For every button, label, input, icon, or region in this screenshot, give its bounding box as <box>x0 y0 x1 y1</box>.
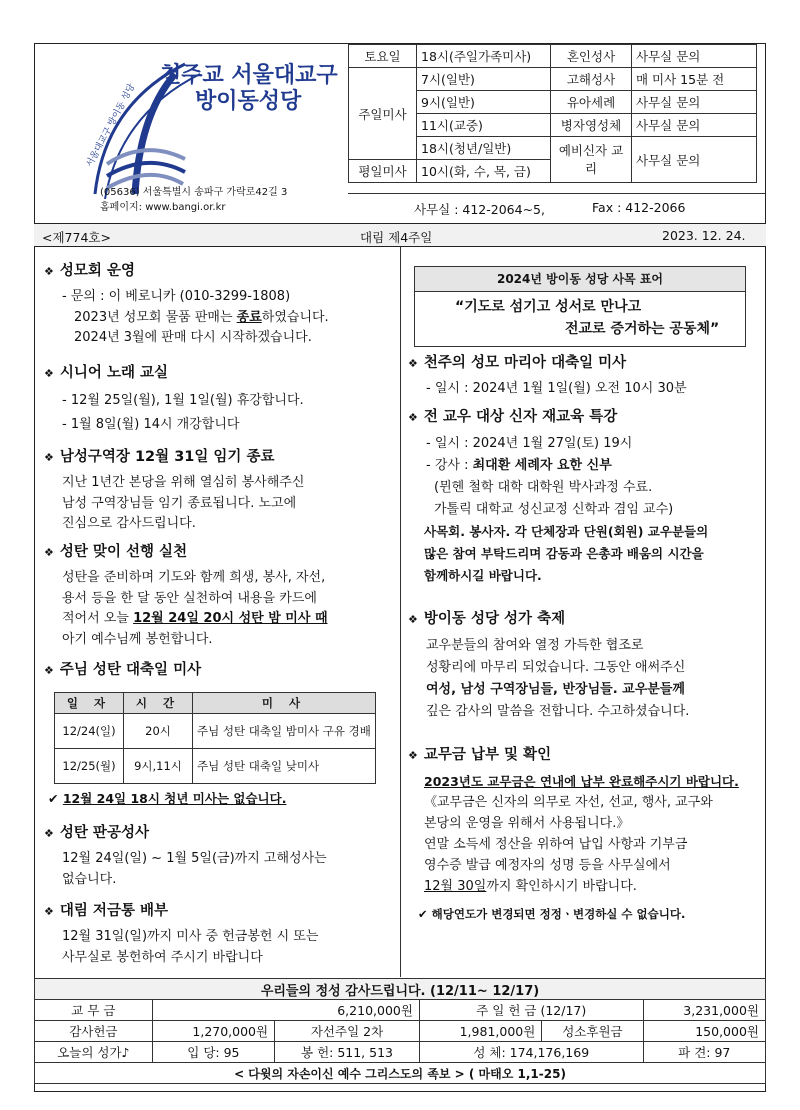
offering-label: 자선주일 2차 <box>275 1021 420 1042</box>
section-advent-box <box>44 900 394 968</box>
section-leaders-term <box>44 446 394 535</box>
text-line: 교우분들의 참여와 열정 가득한 협조로 <box>426 638 644 653</box>
text-line: 진심으로 감사드립니다. <box>62 516 196 531</box>
col-header: 일 자 <box>55 693 124 714</box>
text-line: 용서 등을 한 달 동안 실천하여 내용을 카드에 <box>62 590 317 606</box>
sched-r2-v: 사무실 문의 <box>632 91 757 114</box>
motto-title: 2024년 방이동 성당 사목 표어 <box>415 267 745 292</box>
text-line: 연말 소득세 정산을 위하여 납입 사항과 기부금 <box>424 837 688 852</box>
note-text: 해당연도가 변경되면 정정ㆍ변경하실 수 없습니다. <box>431 907 686 921</box>
offering-value: 3,231,000원 <box>643 1000 765 1021</box>
week-time: 10시(화, 수, 목, 금) <box>417 160 551 183</box>
diamond-bullet-icon: ❖ <box>408 357 418 370</box>
sched-r4-v: 사무실 문의 <box>632 137 757 183</box>
hymn-communion: 성 체: 174,176,169 <box>419 1042 643 1063</box>
office-tel: 사무실 : 412-2064~5, <box>414 202 545 217</box>
sched-r0-k: 혼인성사 <box>551 45 632 68</box>
section-title: 성모회 운영 <box>59 263 135 279</box>
offering-title: 우리들의 정성 감사드립니다. (12/11~ 12/17) <box>35 979 766 1000</box>
pastoral-motto <box>414 266 746 347</box>
logo-title-1: 천주교 서울대교구 <box>160 63 338 88</box>
hymn-recessional: 파 견: 97 <box>643 1042 765 1063</box>
text-line: - 일시 : 2024년 1월 1일(월) 오전 10시 30분 <box>426 381 687 396</box>
table-cell: 9시,11시 <box>124 749 193 784</box>
text-emphasis: 12월 30일 <box>424 879 487 894</box>
col-header: 미 사 <box>193 693 376 714</box>
diamond-bullet-icon: ❖ <box>44 451 54 464</box>
issue-header <box>34 223 766 247</box>
hymn-offertory: 봉 헌: 511, 513 <box>275 1042 420 1063</box>
text-line: 까지 확인하시기 바랍니다. <box>486 879 637 894</box>
text-emphasis: 최대환 세례자 요한 신부 <box>472 458 612 473</box>
sched-r0-v: 사무실 문의 <box>632 45 757 68</box>
diamond-bullet-icon: ❖ <box>408 749 418 762</box>
section-title: 성탄 맞이 선행 실천 <box>59 544 188 560</box>
checkmark-icon: ✔ <box>418 907 428 921</box>
office-contact <box>348 193 765 221</box>
text-line: 적어서 오늘 <box>62 611 134 626</box>
text-line: - 1월 8일(월) 14시 개강합니다 <box>62 417 240 432</box>
text-line: 가톨릭 대학교 성신교정 신학과 겸임 교수) <box>434 502 674 517</box>
sun-time-3: 11시(교중) <box>417 114 551 137</box>
section-title: 교무금 납부 및 확인 <box>423 747 552 763</box>
issue-date: 2023. 12. 24. <box>662 228 746 243</box>
column-divider <box>400 247 401 977</box>
sched-r2-k: 유아세례 <box>551 91 632 114</box>
checkmark-icon: ✔ <box>48 791 59 806</box>
col-header: 시 간 <box>124 693 193 714</box>
gospel-reading: < 다윗의 자손이신 예수 그리스도의 족보 > ( 마태오 1,1-25) <box>35 1063 766 1084</box>
offering-label: 주 일 헌 금 (12/17) <box>419 1000 643 1021</box>
issue-number: <제774호> <box>42 230 111 245</box>
diamond-bullet-icon: ❖ <box>44 265 54 278</box>
section-title: 방이동 성당 성가 축제 <box>423 611 566 627</box>
text-line: 하였습니다. <box>261 309 329 325</box>
motto-line: “기도로 섬기고 성서로 만나고 <box>455 299 642 315</box>
sched-r1-v: 매 미사 15분 전 <box>632 68 757 91</box>
table-cell: 12/25(월) <box>55 749 124 784</box>
sched-r4-k: 예비신자 교리 <box>551 137 632 183</box>
diamond-bullet-icon: ❖ <box>408 411 418 424</box>
offering-label: 교 무 금 <box>35 1000 153 1021</box>
text-line: 함께하시길 바랍니다. <box>424 568 542 583</box>
diamond-bullet-icon: ❖ <box>44 664 54 677</box>
diamond-bullet-icon: ❖ <box>44 905 54 918</box>
sun-time-1: 7시(일반) <box>417 68 551 91</box>
logo-title-2: 방이동성당 <box>195 89 302 114</box>
sched-r3-v: 사무실 문의 <box>632 114 757 137</box>
liturgical-week: 대림 제4주일 <box>360 230 433 245</box>
sat-label: 토요일 <box>349 45 417 68</box>
text-line: 본당의 운영을 위해서 사용됩니다.》 <box>424 816 630 831</box>
youth-mass-note <box>48 789 286 807</box>
homepage-line: 홈페이지: www.bangi.or.kr <box>100 202 226 213</box>
text-line: 없습니다. <box>62 871 117 887</box>
text-line: 성황리에 마무리 되었습니다. 그동안 애써주신 <box>426 660 686 675</box>
office-fax: Fax : 412-2066 <box>592 200 686 215</box>
section-mary-mass <box>408 352 758 400</box>
section-senior-singing <box>44 362 394 437</box>
table-cell: 주님 성탄 대축일 낮미사 <box>193 749 376 784</box>
text-line: 많은 참여 부탁드리며 감동과 은총과 배움의 시간을 <box>424 546 704 561</box>
text-line: 깊은 감사의 말씀을 전합니다. 수고하셨습니다. <box>426 704 690 719</box>
offering-label: 성소후원금 <box>542 1021 643 1042</box>
text-line: 사목회. 봉사자. 각 단체장과 단원(회원) 교우분들의 <box>424 524 709 539</box>
offering-value: 1,981,000원 <box>419 1021 541 1042</box>
text-line: 2023년도 교무금은 연내에 납부 완료해주시기 바랍니다. <box>424 774 739 789</box>
section-confession <box>44 822 394 890</box>
christmas-mass-table <box>54 692 376 784</box>
section-title: 시니어 노래 교실 <box>59 365 169 381</box>
text-emphasis: 12월 24일 20시 성탄 밤 미사 때 <box>133 611 328 626</box>
week-label: 평일미사 <box>349 160 417 183</box>
hymn-label: 오늘의 성가♪ <box>35 1042 153 1063</box>
section-re-education <box>408 406 758 587</box>
table-row <box>55 749 376 784</box>
text-line: - 강사 : <box>426 458 473 473</box>
text-line: 아기 예수님께 봉헌합니다. <box>62 631 213 647</box>
sun-time-2: 9시(일반) <box>417 91 551 114</box>
diamond-bullet-icon: ❖ <box>44 827 54 840</box>
offering-label: 감사헌금 <box>35 1021 153 1042</box>
table-row <box>55 714 376 749</box>
text-line: 《교무금은 신자의 의무로 자선, 선교, 행사, 교구와 <box>424 795 713 810</box>
section-title: 주님 성탄 대축일 미사 <box>59 662 202 678</box>
sun-time-4: 18시(청년/일반) <box>417 137 551 160</box>
sched-r1-k: 고해성사 <box>551 68 632 91</box>
motto-line: 전교로 증거하는 공동체” <box>565 321 720 337</box>
text-line: (뮌헨 철학 대학 대학원 박사과정 수료. <box>434 480 653 495</box>
text-line: 12월 31일(일)까지 미사 중 헌금봉헌 시 또는 <box>62 929 319 944</box>
diamond-bullet-icon: ❖ <box>408 613 418 626</box>
mass-schedule-table <box>348 44 757 183</box>
sat-time: 18시(주일가족미사) <box>417 45 551 68</box>
sched-r3-k: 병자영성체 <box>551 114 632 137</box>
table-cell: 12/24(일) <box>55 714 124 749</box>
address-block <box>100 185 287 215</box>
text-line: 영수증 발급 예정자의 성명 등을 사무실에서 <box>424 858 671 873</box>
section-title: 남성구역장 12월 31일 임기 종료 <box>59 449 275 465</box>
address-line: (05636) 서울특별시 송파구 가락로42길 3 <box>100 187 288 198</box>
section-title: 천주의 성모 마리아 대축일 미사 <box>423 355 627 371</box>
text-line: 사무실로 봉헌하여 주시기 바랍니다 <box>62 949 263 965</box>
offering-value: 6,210,000원 <box>152 1000 419 1021</box>
section-christmas-mass <box>44 659 394 686</box>
text-line: 여성, 남성 구역장님들, 반장님들. 교우분들께 <box>426 682 685 697</box>
diamond-bullet-icon: ❖ <box>44 367 54 380</box>
section-choir-festival <box>408 608 758 723</box>
text-line: 2024년 3월에 판매 다시 시작하겠습니다. <box>74 330 312 345</box>
sun-label: 주일미사 <box>349 68 417 160</box>
table-cell: 20시 <box>124 714 193 749</box>
text-line: 성탄을 준비하며 기도와 함께 희생, 봉사, 자선, <box>62 570 326 585</box>
section-mothers-club <box>44 260 394 349</box>
text-line: - 12월 25일(월), 1월 1일(월) 휴강합니다. <box>62 393 304 408</box>
section-church-dues <box>408 744 758 897</box>
section-title: 전 교우 대상 신자 재교육 특강 <box>423 409 618 425</box>
offering-value: 150,000원 <box>643 1021 765 1042</box>
logo-arc-text: 서울대교구 방이동 성당 <box>84 82 138 169</box>
note-text: 12월 24일 18시 청년 미사는 없습니다. <box>62 791 287 806</box>
section-christmas-deeds <box>44 541 394 650</box>
hymn-entry: 입 당: 95 <box>152 1042 274 1063</box>
text-line: 남성 구역장님들 임기 종료됩니다. 노고에 <box>62 495 297 511</box>
offering-table <box>34 978 766 1084</box>
offering-value: 1,270,000원 <box>152 1021 274 1042</box>
text-emphasis: 종료 <box>236 309 262 325</box>
section-title: 대림 저금통 배부 <box>59 903 169 919</box>
section-title: 성탄 판공성사 <box>59 825 149 841</box>
dues-note <box>418 906 685 922</box>
text-line: 지난 1년간 본당을 위해 열심히 봉사해주신 <box>62 475 305 490</box>
table-cell: 주님 성탄 대축일 밤미사 구유 경배 <box>193 714 376 749</box>
text-line: 2023년 성모회 물품 판매는 <box>74 309 237 325</box>
text-line: 12월 24일(일) ~ 1월 5일(금)까지 고해성사는 <box>62 851 327 866</box>
diamond-bullet-icon: ❖ <box>44 546 54 559</box>
text-line: - 일시 : 2024년 1월 27일(토) 19시 <box>426 436 633 451</box>
text-line: - 문의 : 이 베로니카 (010-3299-1808) <box>62 289 291 304</box>
